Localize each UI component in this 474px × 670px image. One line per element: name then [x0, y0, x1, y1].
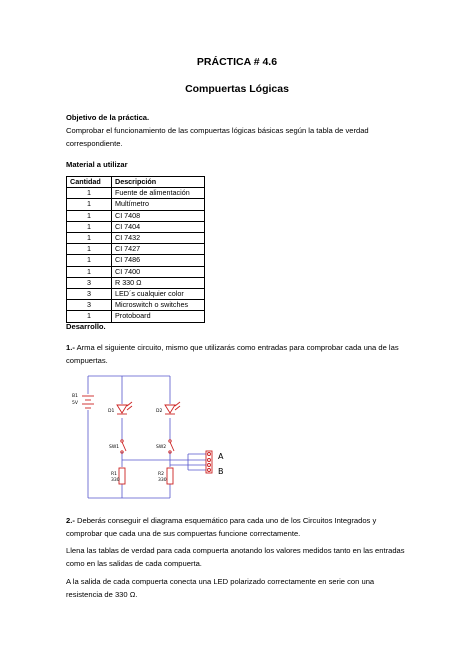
table-row: [67, 188, 205, 199]
quantity-cell: 1: [67, 188, 112, 199]
switch-1-label: SW1: [109, 445, 120, 450]
battery-value: 5V: [72, 401, 78, 406]
led-2-symbol: [165, 402, 180, 414]
table-row: [67, 266, 205, 277]
quantity-cell: 1: [67, 255, 112, 266]
description-cell: CI 7432: [112, 233, 205, 244]
circuit-diagram: [58, 372, 228, 504]
quantity-cell: 3: [67, 300, 112, 311]
step-2-number: 2.-: [66, 516, 75, 525]
step-1-text: Arma el siguiente circuito, mismo que utilizarás como entradas para comprobar cada una de las compuertas.: [66, 343, 399, 365]
description-cell: CI 7486: [112, 255, 205, 266]
switch-2-label: SW2: [156, 445, 167, 450]
description-cell: LED´s cualquier color: [112, 289, 205, 300]
table-row: [67, 221, 205, 232]
quantity-cell: 1: [67, 210, 112, 221]
table-header-row: [67, 177, 205, 188]
description-cell: CI 7427: [112, 244, 205, 255]
table-row: [67, 289, 205, 300]
step-2-paragraph: [66, 514, 410, 540]
step-1-paragraph: [66, 341, 410, 367]
column-header-description: Descripción: [112, 177, 205, 188]
description-cell: Multímetro: [112, 199, 205, 210]
led-1-label: D1: [108, 409, 115, 414]
led-1-symbol: [117, 402, 132, 414]
switch-1-symbol: [121, 440, 126, 453]
page-subtitle: Compuertas Lógicas: [185, 83, 289, 95]
quantity-cell: 1: [67, 266, 112, 277]
output-b-label: B: [218, 467, 224, 476]
led-output-paragraph: A la salida de cada compuerta conecta una LED polarizado correctamente en serie con una resistencia de 330 Ω.: [66, 577, 375, 599]
switch-2-symbol: [169, 440, 174, 453]
table-row: [67, 311, 205, 322]
table-row: [67, 277, 205, 288]
quantity-cell: 3: [67, 277, 112, 288]
objective-heading: Objetivo de la práctica.: [66, 113, 150, 122]
table-row: [67, 233, 205, 244]
output-a-label: A: [218, 452, 224, 461]
description-cell: CI 7404: [112, 221, 205, 232]
resistor-1-symbol: [119, 468, 125, 484]
description-cell: Fuente de alimentación: [112, 188, 205, 199]
table-row: [67, 210, 205, 221]
materials-table: [66, 176, 205, 323]
resistor-1-label: R1: [111, 472, 117, 477]
quantity-cell: 3: [67, 289, 112, 300]
description-cell: R 330 Ω: [112, 277, 205, 288]
page-title: PRÁCTICA # 4.6: [196, 56, 278, 68]
materials-heading: Material a utilizar: [66, 160, 128, 169]
table-row: [67, 199, 205, 210]
quantity-cell: 1: [67, 233, 112, 244]
quantity-cell: 1: [67, 199, 112, 210]
column-header-quantity: Cantidad: [67, 177, 112, 188]
description-cell: CI 7400: [112, 266, 205, 277]
step-1-number: 1.-: [66, 343, 75, 352]
output-connector: [206, 451, 212, 473]
quantity-cell: 1: [67, 221, 112, 232]
resistor-1-value: 330: [111, 478, 120, 483]
development-heading: Desarrollo.: [66, 322, 106, 331]
description-cell: Protoboard: [112, 311, 205, 322]
quantity-cell: 1: [67, 311, 112, 322]
resistor-2-symbol: [167, 468, 173, 484]
resistor-2-label: R2: [158, 472, 164, 477]
led-2-label: D2: [156, 409, 163, 414]
quantity-cell: 1: [67, 244, 112, 255]
instructions-paragraph: Llena las tablas de verdad para cada compuerta anotando los valores medidos tanto en las entradas como en las salidas de cada compuerta.: [66, 546, 405, 568]
step-2-text: Deberás conseguir el diagrama esquemático para cada uno de los Circuitos Integrados y comprobar que cada una de sus compuertas funcione correctamente.: [66, 516, 377, 538]
battery-label: B1: [72, 394, 78, 399]
battery-symbol: [82, 396, 94, 408]
objective-text: Comprobar el funcionamiento de las compuertas lógicas básicas según la tabla de verdad correspondiente.: [66, 126, 369, 148]
table-row: [67, 244, 205, 255]
table-row: [67, 255, 205, 266]
description-cell: Microswitch o switches: [112, 300, 205, 311]
resistor-2-value: 330: [158, 478, 167, 483]
table-row: [67, 300, 205, 311]
description-cell: CI 7408: [112, 210, 205, 221]
